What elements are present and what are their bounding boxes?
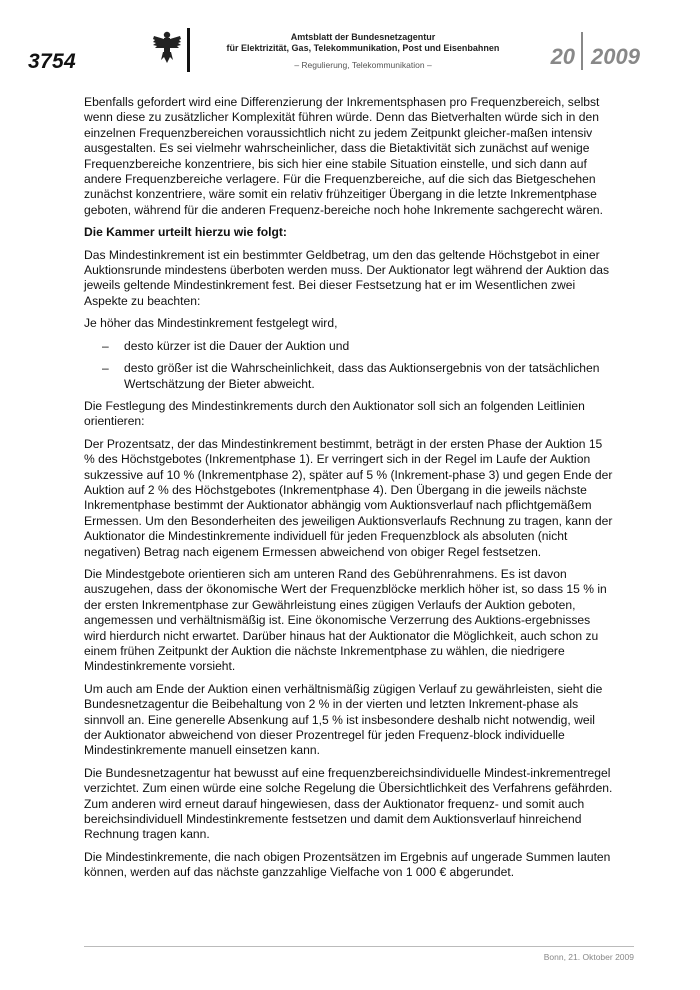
section-heading: Die Kammer urteilt hierzu wie folgt:: [84, 225, 287, 240]
masthead-subtitle: für Elektrizität, Gas, Telekommunikation, Post und Eisenbahnen: [226, 43, 500, 53]
paragraph: Das Mindestinkrement ist ein bestimmter Geldbetrag, um den das geltende Höchstgebot in einer Auktionsrunde mindestens überboten werden muss. Der Auktionator legt während der Auktion das jeweils geltende Mindestinkrement fest. Bei dieser Festsetzung hat er im Wesentlichen zwei Aspekte zu beachten:: [84, 247, 610, 308]
federal-eagle-icon: [152, 30, 182, 66]
paragraph: Die Mindestinkremente, die nach obigen Prozentsätzen im Ergebnis auf ungerade Summen lauten können, werden auf das nächste ganzzahlige Vielfache von 1 000 € abgerundet.: [84, 849, 611, 880]
issue-indicator: [551, 44, 640, 70]
article-body: [84, 95, 614, 888]
paragraph: Der Prozentsatz, der das Mindestinkrement bestimmt, beträgt in der ersten Phase der Auktion 15 % des Höchstgebotes (Inkrementphase 1). Er verringert sich in der Regel im Laufe der Auktion sukzessive auf 10 % (Inkrementphase 2), später auf 5 % (Inkrement-phase 3) und gegen Ende der Auktion auf 2 % des Höchstgebotes (Inkrementphase 4). Den Übergang in die jeweils nächste Inkrementphase bestimmt der Auktionator abhängig vom Auktionsverlauf nach pflichtgemäßem Ermessen. Um den Besonderheiten des jeweiligen Auktionsverlaufs Rechnung zu tragen, kann der Auktionator die Mindestinkremente individuell für jeden Frequenzblock als absoluten (nicht negativen) Betrag nach eigenem Ermessen abweichend von obiger Regel festsetzen.: [84, 436, 613, 559]
masthead: [218, 32, 508, 54]
list-item: [84, 361, 614, 392]
list-item-text: desto kürzer ist die Dauer der Auktion und: [124, 338, 350, 353]
footer-place-date: Bonn, 21. Oktober 2009: [543, 952, 634, 962]
list-dash: –: [102, 338, 109, 353]
page-number: 3754: [28, 50, 76, 73]
paragraph: Die Mindestgebote orientieren sich am unteren Rand des Gebührenrahmens. Es ist davon auszugehen, dass der ökonomische Wert der Frequenzblöcke merklich höher ist, so dass 15 % in der ersten Inkrementphase zur Gewährleistung eines zügigen Verlaufs der Auktion geboten, angemessen und verhältnismäßig ist. Eine ökonomische Verzerrung des Auktions-ergebnisses wird hierdurch nicht erwartet. Darüber hinaus hat der Auktionator die Möglichkeit, auch schon zu einem frühen Zeitpunkt der Auktion die nächste Inkrementphase zu wählen, die niedrigere Mindestinkremente vorsieht.: [84, 566, 607, 674]
list-dash: –: [102, 361, 109, 376]
paragraph: Je höher das Mindestinkrement festgelegt wird,: [84, 316, 338, 331]
list-item-text: desto größer ist die Wahrscheinlichkeit, dass das Auktionsergebnis von der tatsächlichen Wertschätzung der Bieter abweicht.: [124, 361, 600, 391]
paragraph: Um auch am Ende der Auktion einen verhältnismäßig zügigen Verlauf zu gewährleisten, sieht die Bundesnetzagentur die Beibehaltung von 2 % in der vierten und letzten Inkrement-phase als sinnvoll an. Eine generelle Absenkung auf 1,5 % ist insbesondere deshalb nicht notwendig, weil der Auktionator abweichend von dieser Prozentregel für jeden Frequenz-block individuelle Mindestinkremente manuell einsetzen kann.: [84, 681, 603, 758]
aspect-list: [84, 339, 614, 392]
issue-number: 20: [550, 44, 576, 69]
paragraph: Die Festlegung des Mindestinkrements durch den Auktionator soll sich an folgenden Leitlinien orientieren:: [84, 398, 585, 429]
masthead-title: Amtsblatt der Bundesnetzagentur: [290, 32, 436, 42]
paragraph: Ebenfalls gefordert wird eine Differenzierung der Inkrementsphasen pro Frequenzbereich, selbst wenn diese zu zusätzlicher Komplexität führen würde. Denn das Bietverhalten würde sich in den einzelnen Frequenzbereichen voraussichtlich nicht zu jedem Zeitpunkt gleicher-maßen intensiv ausgestalten. Es sei vielmehr wahrscheinlicher, dass die Bietaktivität sich zunächst auf wenige Frequenzbereiche konzentriere, bis sich hier eine stabile Situation einstelle, und sich dann auf andere Frequenzbereiche verlagere. Für die Frequenzbereiche, auf die sich das Bietgeschehen zunächst konzentriere, wäre somit ein relativ frühzeitiger Übergang in die letzte Inkrementphase geboten, während für die anderen Frequenz-bereiche noch hohe Inkremente sachgerecht wären.: [84, 95, 604, 217]
paragraph: Die Bundesnetzagentur hat bewusst auf eine frequenzbereichsindividuelle Mindest-inkrementregel verzichtet. Zum einen würde eine solche Regelung die Übersichtlichkeit des Verfahrens gefährden. Zum anderen wird erneut darauf hingewiesen, dass der Auktionator frequenz- und somit auch bereichsindividuell Mindestinkremente festsetzen und damit dem Auktionsverlauf hinreichend Rechnung tragen kann.: [84, 765, 613, 842]
header-divider: [187, 28, 190, 72]
issue-year: 2009: [591, 44, 640, 69]
list-item: [84, 339, 614, 354]
masthead-section: – Regulierung, Telekommunikation –: [294, 60, 432, 70]
footer-divider: [84, 946, 634, 947]
issue-separator: [581, 32, 583, 70]
